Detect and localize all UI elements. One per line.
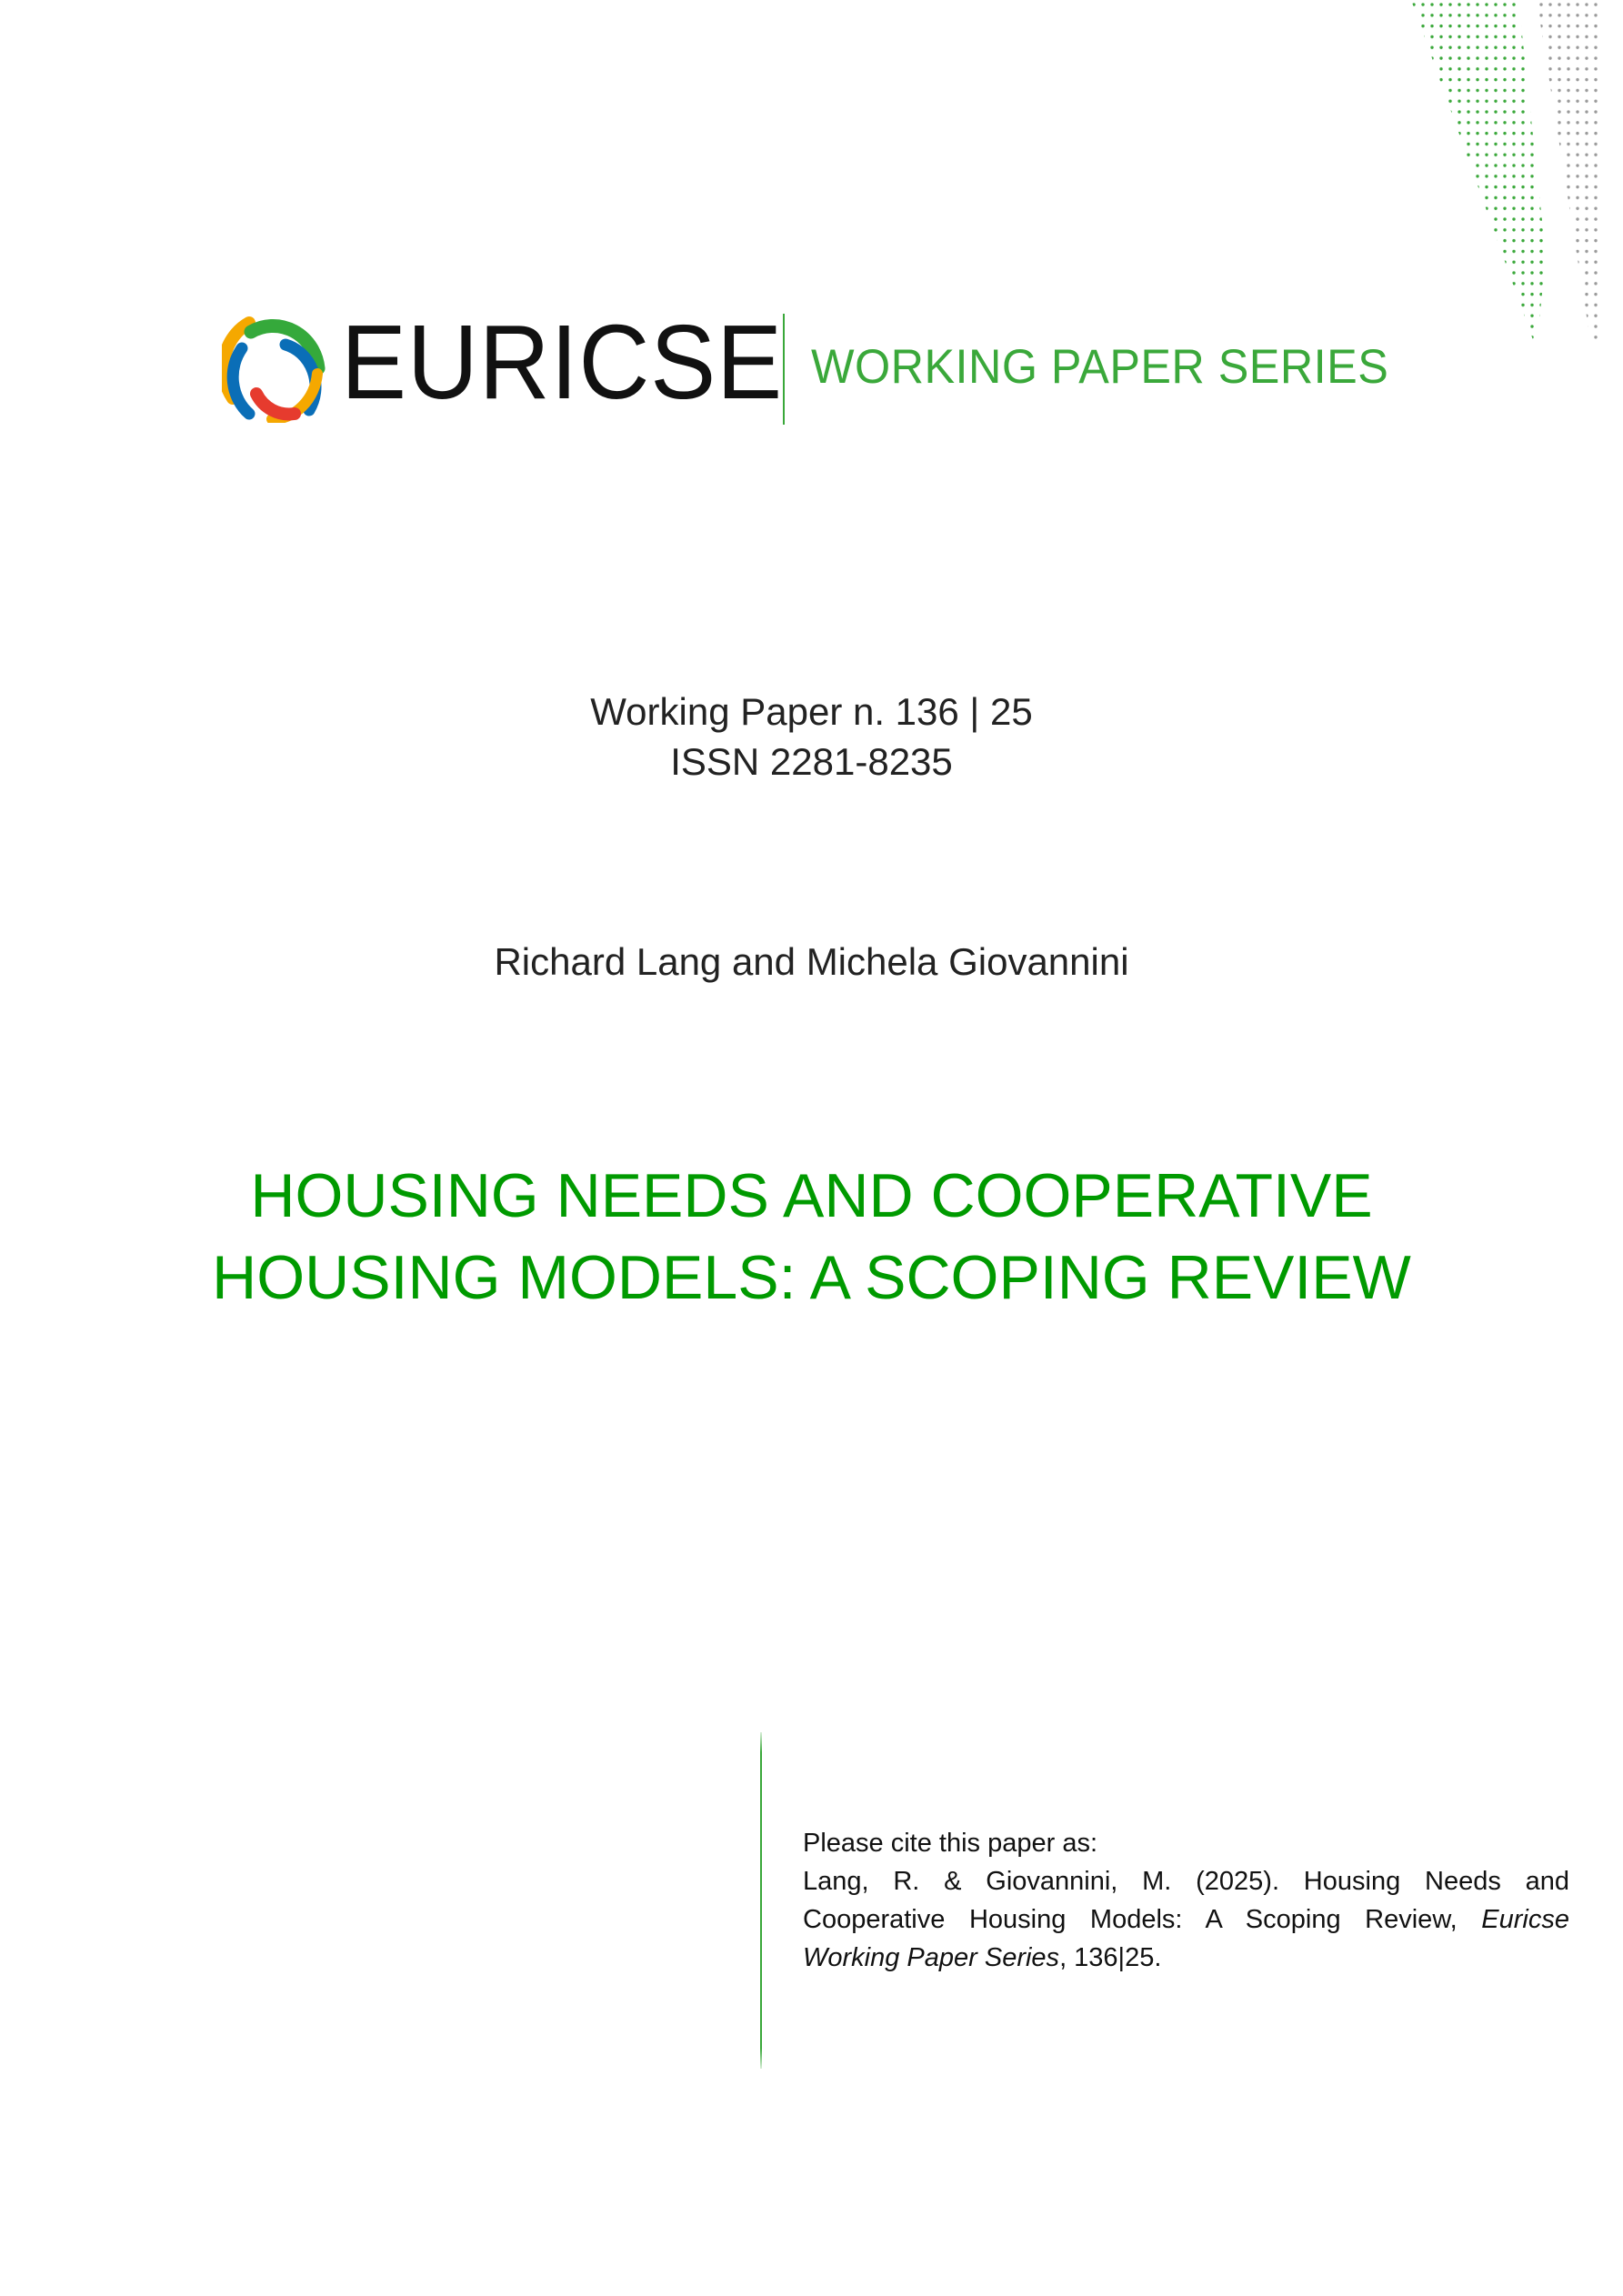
citation-series-name: Euricse Working Paper Series: [803, 1905, 1569, 1972]
citation-tail: , 136|25.: [1059, 1943, 1162, 1972]
euricse-logo-icon: [222, 312, 327, 423]
paper-title-line-2: HOUSING MODELS: A SCOPING REVIEW: [212, 1243, 1411, 1312]
header-divider: [783, 314, 785, 425]
paper-title: [0, 1155, 1623, 1318]
citation-intro: Please cite this paper as:: [803, 1829, 1098, 1858]
paper-title-line-1: HOUSING NEEDS AND COOPERATIVE: [250, 1161, 1373, 1230]
citation-block: [803, 1824, 1569, 1977]
working-paper-number: Working Paper n. 136 | 25: [590, 690, 1033, 733]
authors: Richard Lang and Michela Giovannini: [494, 940, 1129, 983]
decorative-dot-pattern-icon: [1400, 0, 1623, 364]
issn: ISSN 2281-8235: [670, 740, 953, 783]
series-label: WORKING PAPER SERIES: [811, 340, 1389, 394]
brand-name: EURICSE: [341, 303, 784, 421]
citation-reference: Lang, R. & Giovannini, M. (2025). Housing Needs and Cooperative Housing Models: A Scoping Review,: [803, 1867, 1569, 1934]
citation-divider: [760, 1732, 762, 2069]
